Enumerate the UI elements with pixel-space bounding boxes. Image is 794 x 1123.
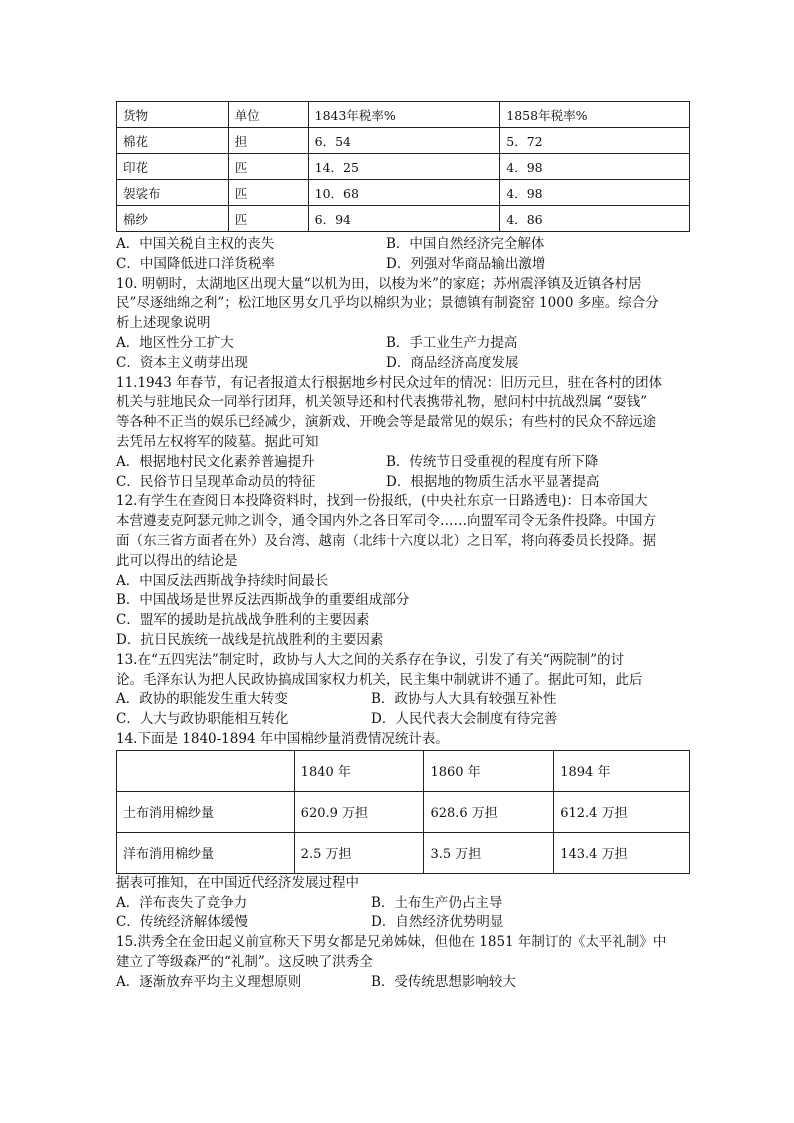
table-header-row — [117, 750, 690, 791]
table-cell: 3.5 万担 — [424, 832, 554, 873]
question-text: 11.1943 年春节，有记者报道太行根据地乡村民众过年的情况：旧历元旦，驻在各村的团体 — [116, 374, 663, 391]
table-cell: 4．98 — [500, 154, 690, 180]
table-header-cell: 1858年税率% — [500, 102, 690, 128]
table-header-cell: 货物 — [117, 102, 229, 128]
question-10 — [116, 275, 690, 374]
table-cell: 匹 — [228, 154, 308, 180]
question-13 — [116, 651, 690, 730]
table-cell: 棉纱 — [117, 206, 229, 232]
option-d: D．自然经济优势明显 — [371, 914, 504, 931]
option-a: A．政协的职能发生重大转变 — [116, 691, 288, 708]
question-text: 此可以得出的结论是 — [116, 552, 238, 569]
table-cell: 土布消用棉纱量 — [117, 791, 295, 832]
table-cell: 4．86 — [500, 206, 690, 232]
option-a: A．洋布丧失了竞争力 — [116, 894, 248, 911]
table-cell: 10．68 — [308, 180, 500, 206]
table-row — [117, 832, 690, 873]
question-14 — [116, 730, 690, 933]
table-cell: 匹 — [228, 180, 308, 206]
table-row — [117, 180, 690, 206]
question-text: 14.下面是 1840-1894 年中国棉纱量消费情况统计表。 — [116, 730, 449, 747]
question-text: 论。毛泽东认为把人民政协搞成国家权力机关，民主集中制就讲不通了。据此可知，此后 — [116, 671, 643, 688]
table-cell: 匹 — [228, 206, 308, 232]
option-c: C．民俗节日呈现革命动员的特征 — [116, 473, 316, 490]
table-header-cell: 1894 年 — [554, 750, 690, 791]
option-b: B．手工业生产力提高 — [386, 334, 518, 351]
question-text: 去凭吊左权将军的陵墓。据此可知 — [116, 433, 319, 450]
option-c: C．中国降低进口洋货税率 — [116, 255, 275, 272]
table-header-cell: 1840 年 — [294, 750, 424, 791]
table-header-cell: 1860 年 — [424, 750, 554, 791]
question-text: 15.洪秀全在金田起义前宣称天下男女都是兄弟姊妹，但他在 1851 年制订的《太平礼制》中 — [116, 934, 667, 951]
option-c: C．传统经济解体缓慢 — [116, 914, 248, 931]
table-row — [117, 791, 690, 832]
question-text: 10. 明朝时，太湖地区出现大量“以机为田，以梭为米”的家庭；苏州震泽镇及近镇各村居 — [116, 275, 642, 292]
table-cell: 洋布消用棉纱量 — [117, 832, 295, 873]
question-text: 等各种不正当的娱乐已经减少，演新戏、开晚会等是最常见的娱乐；有些村的民众不辞远途 — [116, 414, 656, 431]
option-c: C．盟军的援助是抗战战争胜利的主要因素 — [116, 612, 370, 629]
table-cell: 担 — [228, 128, 308, 154]
table-row — [117, 154, 690, 180]
option-b: B．中国战场是世界反法西斯战争的重要组成部分 — [116, 592, 410, 609]
option-c: C．资本主义萌芽出现 — [116, 354, 248, 371]
table-cell: 143.4 万担 — [554, 832, 690, 873]
table-header-row — [117, 102, 690, 128]
option-d: D．商品经济高度发展 — [386, 354, 519, 371]
question-15 — [116, 933, 690, 992]
table-cell: 620.9 万担 — [294, 791, 424, 832]
question-11 — [116, 374, 690, 493]
table-header-cell: 单位 — [228, 102, 308, 128]
table-header-cell — [117, 750, 295, 791]
question-text: 本营遵麦克阿瑟元帅之训令，通令国内外之各日军司令……向盟军司令无条件投降。中国方 — [116, 513, 656, 530]
table-header-cell: 1843年税率% — [308, 102, 500, 128]
option-a: A．中国关税自主权的丧失 — [116, 236, 275, 252]
table-row — [117, 206, 690, 232]
option-b: B．土布生产仍占主导 — [371, 894, 503, 911]
option-c: C．人大与政协职能相互转化 — [116, 711, 289, 728]
table-cell: 5．72 — [500, 128, 690, 154]
table-cell: 袈裟布 — [117, 180, 229, 206]
question-text: 析上述现象说明 — [116, 315, 211, 332]
option-d: D．列强对华商品输出激增 — [386, 255, 546, 272]
question-text: 据表可推知，在中国近代经济发展过程中 — [116, 874, 359, 891]
option-b: B．受传统思想影响较大 — [371, 973, 516, 990]
question-text: 12.有学生在查阅日本投降资料时，找到一份报纸，(中央社东京一日路透电)：日本帝国大 — [116, 493, 648, 510]
option-b: B．中国自然经济完全解体 — [386, 236, 545, 252]
option-b: B．传统节日受重视的程度有所下降 — [386, 453, 599, 470]
option-a: A．根据地村民文化素养普遍提升 — [116, 453, 315, 470]
question-12 — [116, 492, 690, 650]
option-a: A．逐渐放弃平均主义理想原则 — [116, 973, 302, 990]
exam-page — [116, 101, 690, 993]
table-cell: 6．94 — [308, 206, 500, 232]
question-text: 建立了等级森严的“礼制”。这反映了洪秀全 — [116, 953, 373, 970]
option-d: D．根据地的物质生活水平显著提高 — [386, 473, 600, 490]
table-cell: 4．98 — [500, 180, 690, 206]
table-cell: 612.4 万担 — [554, 791, 690, 832]
option-b: B．政协与人大具有较强互补性 — [371, 691, 557, 708]
option-d: D．人民代表大会制度有待完善 — [371, 711, 558, 728]
question-9-options — [116, 235, 690, 275]
table-cell: 14．25 — [308, 154, 500, 180]
table-cell: 印花 — [117, 154, 229, 180]
question-text: 机关与驻地民众一同举行团拜，机关领导还和村代表携带礼物，慰问村中抗战烈属 “耍钱” — [116, 394, 648, 411]
option-a: A．地区性分工扩大 — [116, 334, 234, 351]
table-cell: 6．54 — [308, 128, 500, 154]
question-text: 面（东三省方面者在外）及台湾、越南（北纬十六度以北）之日军，将向蒋委员长投降。据 — [116, 532, 656, 549]
table-cell: 2.5 万担 — [294, 832, 424, 873]
option-d: D．抗日民族统一战线是抗战胜利的主要因素 — [116, 631, 384, 648]
option-a: A．中国反法西斯战争持续时间最长 — [116, 572, 329, 589]
cotton-yarn-table — [116, 750, 690, 874]
question-text: 13.在“五四宪法”制定时，政协与人大之间的关系存在争议，引发了有关“两院制”的讨 — [116, 651, 625, 668]
question-text: 民”尽逐绌绵之利”；松江地区男女几乎均以棉织为业；景德镇有制瓷窑 1000 多座。综合分 — [116, 295, 659, 312]
table-row — [117, 128, 690, 154]
table-cell: 棉花 — [117, 128, 229, 154]
tax-rate-table — [116, 101, 690, 232]
table-cell: 628.6 万担 — [424, 791, 554, 832]
